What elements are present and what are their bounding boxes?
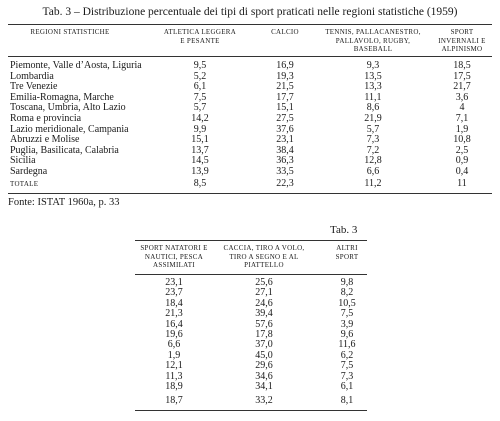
cell-calcio: 16,9	[276, 60, 294, 71]
cell-region: Lazio meridionale, Campania	[10, 123, 129, 135]
cell-natatori: 16,4	[165, 318, 183, 330]
cell-invernali: 1,9	[455, 123, 469, 135]
cell-region: Piemonte, Valle d’Aosta, Liguria	[10, 60, 142, 71]
cell-altri: 7,5	[340, 360, 354, 372]
cell-atletica: 13,7	[191, 144, 209, 156]
table2-header-rule	[135, 274, 367, 275]
cell-altri: 6,2	[340, 349, 354, 361]
table2-bottom-rule	[135, 410, 367, 411]
cell-atletica: 13,9	[191, 166, 209, 177]
cell-tennis: 12,8	[364, 155, 382, 167]
cell-natatori: 18,4	[165, 297, 183, 309]
table2-top-rule-right	[327, 240, 367, 241]
cell-region: Toscana, Umbria, Alto Lazio	[10, 102, 126, 114]
cell-caccia: 37,0	[255, 339, 273, 351]
cell-invernali: 10,8	[453, 134, 471, 146]
total-calcio: 22,3	[276, 178, 294, 189]
header-invernali: SPORT INVERNALI E ALPINISMO	[438, 28, 486, 53]
cell-invernali: 4	[459, 102, 465, 114]
cell-atletica: 14,2	[191, 113, 209, 124]
cell-calcio: 36,3	[276, 155, 294, 167]
header-natatori: SPORT NATATORI E NAUTICI, PESCA ASSIMILATI	[140, 244, 208, 269]
cell-caccia: 45,0	[255, 349, 273, 361]
cell-calcio: 23,1	[276, 134, 294, 146]
cell-tennis: 13,3	[364, 81, 382, 93]
header-regions: REGIONI STATISTICHE	[30, 28, 110, 36]
cell-tennis: 13,5	[364, 70, 382, 82]
cell-altri: 6,1	[340, 381, 354, 392]
cell-caccia: 39,4	[255, 308, 273, 320]
cell-caccia: 25,6	[255, 277, 273, 288]
total-altri: 8,1	[340, 395, 354, 406]
cell-calcio: 33,5	[276, 166, 294, 177]
cell-calcio: 38,4	[276, 144, 294, 156]
cell-natatori: 11,3	[165, 370, 183, 382]
cell-caccia: 57,6	[255, 318, 273, 330]
header-altri: ALTRI SPORT	[335, 244, 359, 261]
cell-caccia: 27,1	[255, 287, 273, 299]
cell-natatori: 1,9	[167, 349, 181, 361]
cell-atletica: 14,5	[191, 155, 209, 167]
cell-atletica: 6,1	[193, 81, 207, 93]
cell-calcio: 37,6	[276, 123, 294, 135]
cell-natatori: 23,7	[165, 287, 183, 299]
cell-invernali: 2,5	[455, 144, 469, 156]
cell-caccia: 24,6	[255, 297, 273, 309]
cell-region: Abruzzi e Molise	[10, 134, 80, 146]
cell-tennis: 7,2	[366, 144, 380, 156]
table-title: Tab. 3 – Distribuzione percentuale dei tipi di sport praticati nelle regioni statistiche (1959)	[42, 6, 458, 18]
cell-invernali: 18,5	[453, 60, 471, 71]
header-tennis: TENNIS, PALLACANESTRO, PALLAVOLO, RUGBY, BASEBALL	[325, 28, 421, 53]
cell-altri: 8,2	[340, 287, 354, 299]
cell-tennis: 21,9	[364, 113, 382, 124]
table2-label: Tab. 3	[330, 224, 358, 236]
cell-region: Emilia-Romagna, Marche	[10, 91, 114, 103]
cell-caccia: 29,6	[255, 360, 273, 372]
total-natatori: 18,7	[165, 395, 183, 406]
cell-invernali: 7,1	[455, 113, 469, 124]
cell-region: Puglia, Basilicata, Calabria	[10, 144, 119, 156]
cell-tennis: 7,3	[366, 134, 380, 146]
cell-altri: 10,5	[338, 297, 356, 309]
cell-atletica: 9,5	[193, 60, 207, 71]
cell-natatori: 21,3	[165, 308, 183, 320]
cell-calcio: 15,1	[276, 102, 294, 114]
cell-natatori: 23,1	[165, 277, 183, 288]
cell-calcio: 17,7	[276, 91, 294, 103]
cell-altri: 3,9	[340, 318, 354, 330]
cell-region: Sicilia	[10, 155, 36, 167]
source-note: Fonte: ISTAT 1960a, p. 33	[8, 197, 120, 208]
total-invernali: 11	[457, 178, 467, 189]
cell-tennis: 8,6	[366, 102, 380, 114]
cell-caccia: 17,8	[255, 329, 273, 340]
cell-invernali: 0,9	[455, 155, 469, 167]
cell-natatori: 18,9	[165, 381, 183, 392]
header-calcio: CALCIO	[271, 28, 299, 36]
top-rule	[8, 24, 492, 25]
header-atletica: ATLETICA LEGGERA E PESANTE	[163, 28, 237, 45]
cell-tennis: 5,7	[366, 123, 380, 135]
cell-invernali: 21,7	[453, 81, 471, 93]
total-atletica: 8,5	[193, 178, 207, 189]
cell-region: Sardegna	[10, 166, 48, 177]
cell-atletica: 15,1	[191, 134, 209, 146]
cell-natatori: 6,6	[167, 339, 181, 351]
cell-calcio: 21,5	[276, 81, 294, 93]
cell-region: Roma e provincia	[10, 113, 82, 124]
cell-atletica: 5,7	[193, 102, 207, 114]
cell-tennis: 9,3	[366, 60, 380, 71]
cell-altri: 9,6	[340, 329, 354, 340]
cell-region: Lombardia	[10, 70, 54, 82]
cell-tennis: 11,1	[364, 91, 382, 103]
cell-calcio: 27,5	[276, 113, 294, 124]
total-caccia: 33,2	[255, 395, 273, 406]
cell-natatori: 12,1	[165, 360, 183, 372]
cell-altri: 7,5	[340, 308, 354, 320]
cell-caccia: 34,6	[255, 370, 273, 382]
cell-natatori: 19,6	[165, 329, 183, 340]
header-caccia: CACCIA, TIRO A VOLO, TIRO A SEGNO E AL PIATTELLO	[223, 244, 305, 269]
cell-atletica: 9,9	[193, 123, 207, 135]
cell-atletica: 5,2	[193, 70, 207, 82]
header-rule	[8, 56, 492, 57]
total-label: TOTALE	[10, 180, 39, 188]
cell-invernali: 17,5	[453, 70, 471, 82]
cell-invernali: 0,4	[455, 166, 469, 177]
cell-altri: 7,3	[340, 370, 354, 382]
cell-atletica: 7,5	[193, 91, 207, 103]
cell-tennis: 6,6	[366, 166, 380, 177]
cell-region: Tre Venezie	[10, 81, 58, 93]
cell-altri: 11,6	[338, 339, 356, 351]
total-tennis: 11,2	[364, 178, 382, 189]
cell-altri: 9,8	[340, 277, 354, 288]
bottom-rule	[8, 193, 492, 194]
cell-invernali: 3,6	[455, 91, 469, 103]
cell-calcio: 19,3	[276, 70, 294, 82]
cell-caccia: 34,1	[255, 381, 273, 392]
